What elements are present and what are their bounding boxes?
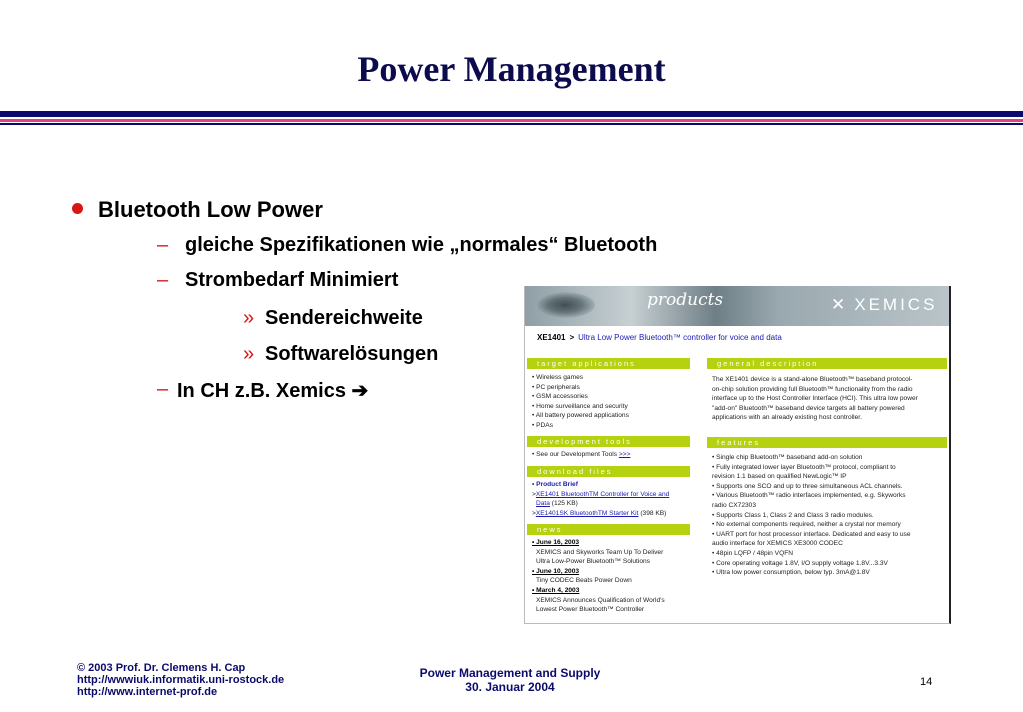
footer-date: 30. Januar 2004 [465, 680, 555, 694]
footer-author [77, 662, 284, 698]
title-rule-navy-thin [0, 123, 1023, 125]
download-item [532, 509, 669, 519]
text-line: on-chip solution providing full Bluetooth™ functionality from the radio [712, 385, 913, 393]
text-line: • Single chip Bluetooth™ baseband add-on solution [712, 454, 863, 461]
text-line: • Supports one SCO and up to three simultaneous ACL channels. [712, 482, 903, 490]
download-link-starter-kit[interactable]: XE1401SK BluetoothTM Starter Kit [535, 509, 639, 517]
sub-bullet-text: Strombedarf Minimiert [185, 269, 399, 291]
text-line: • UART port for host processor interface. Dedicated and easy to use [712, 530, 911, 538]
eye-photo-icon [535, 292, 595, 318]
dev-tools-link[interactable]: >>> [618, 451, 631, 458]
product-code: XE1401 [537, 333, 566, 342]
subsub-bullet-text: Softwarelösungen [265, 343, 439, 365]
development-tools-text [532, 450, 630, 460]
download-item [532, 490, 669, 500]
download-link-controller[interactable]: XE1401 BluetoothTM Controller for Voice and [535, 490, 670, 498]
text-line: • Fully integrated lower layer Bluetooth™ protocol, compliant to [712, 463, 896, 471]
title-rule-navy [0, 111, 1023, 117]
download-link-controller-data[interactable]: Data [536, 500, 550, 508]
text-line: "add-on" Bluetooth™ baseband device targets all battery powered [712, 404, 905, 412]
news-line: Ultra Low-Power Bluetooth™ Solutions [536, 558, 650, 566]
footer-url-1: http://wwwiuk.informatik.uni-rostock.de [77, 674, 285, 686]
text-line: audio interface for XEMICS XE3000 CODEC [712, 540, 843, 548]
slide-title: Power Management [357, 49, 666, 89]
xemics-logo-mark-icon: ✕ [831, 295, 849, 314]
text-line: • Various Bluetooth™ radio interfaces implemented, e.g. Skyworks [712, 492, 906, 500]
dev-tools-label: • See our Development Tools [532, 451, 618, 458]
news-date[interactable]: • June 16, 2003 [532, 539, 580, 546]
text-line: • Ultra low power consumption, below typ. 3mA@1.8V [712, 569, 870, 577]
development-tools-header: development tools [527, 436, 690, 447]
news-list [532, 538, 665, 615]
bullet-text: Bluetooth Low Power [98, 197, 323, 222]
footer-copyright: © 2003 Prof. Dr. Clemens H. Cap [77, 662, 246, 674]
download-files-header: download files [527, 466, 690, 477]
list-item: • PDAs [532, 421, 553, 429]
webpage-header-banner [525, 286, 949, 326]
news-date[interactable]: • June 10, 2003 [532, 567, 580, 575]
page-number: 14 [920, 676, 933, 688]
footer-course-title: Power Management and Supply [419, 666, 601, 680]
sub-bullet-text: gleiche Spezifikationen wie „normales“ Bluetooth [185, 234, 658, 256]
subsub-bullet-text: Sendereichweite [265, 307, 423, 329]
dash-marker: – [157, 269, 169, 291]
features-text [712, 453, 911, 578]
news-header: news [527, 524, 690, 535]
news-date[interactable]: • March 4, 2003 [532, 586, 580, 594]
news-line: XEMICS and Skyworks Team Up To Deliver [536, 548, 664, 556]
news-line: XEMICS Announces Qualification of World's [536, 596, 665, 604]
product-description: Ultra Low Power Bluetooth™ controller for voice and data [578, 333, 782, 342]
text-line: revision 1.1 based on qualified NewLogic™ IP [712, 473, 847, 481]
text-line: • Core operating voltage 1.8V, I/O supply voltage 1.8V...3.3V [712, 559, 888, 567]
footer-url-2: http://www.internet-prof.de [77, 686, 218, 698]
text-line: interface up to the Host Controller Interface (HCI). This ultra low power [712, 395, 918, 403]
text-line: • Supports Class 1, Class 2 and Class 3 radio modules. [712, 511, 874, 519]
general-description-header: general description [707, 358, 947, 369]
list-item: • All battery powered applications [532, 412, 629, 420]
product-line [537, 333, 782, 342]
news-line: Tiny CODEC Beats Power Down [536, 577, 632, 585]
dash-marker: – [157, 234, 169, 256]
xemics-logo-text: XEMICS [854, 295, 938, 314]
news-line: Lowest Power Bluetooth™ Controller [536, 606, 645, 614]
raquo-marker: » [243, 343, 255, 365]
download-files-list [532, 480, 669, 518]
product-brief-label: • Product Brief [532, 481, 578, 488]
file-size: (125 KB) [551, 500, 578, 508]
title-rule-pink [0, 119, 1023, 122]
products-handwriting: products [647, 290, 724, 310]
xemics-logo [831, 295, 937, 315]
features-header: features [707, 437, 947, 448]
sub-bullet-text: In CH z.B. Xemics ➔ [177, 380, 369, 402]
raquo-marker: » [243, 307, 255, 329]
download-prefix: > [532, 509, 536, 517]
text-line: applications with an already existing host controller. [712, 414, 862, 422]
text-line: • No external components required, neither a crystal nor memory [712, 521, 901, 529]
list-item: • GSM accessories [532, 393, 588, 401]
xemics-webpage-screenshot [524, 286, 951, 624]
product-arrow: > [569, 333, 575, 342]
text-line: radio CX72303 [712, 501, 756, 509]
target-applications-header: target applications [527, 358, 690, 369]
file-size: (398 KB) [640, 509, 667, 517]
list-item: • PC peripherals [532, 383, 580, 391]
download-item [532, 499, 669, 509]
text-line: • 48pin LQFP / 48pin VQFN [712, 549, 793, 557]
list-item: • Home surveillance and security [532, 402, 628, 410]
dash-marker: – [157, 378, 169, 400]
footer-course [380, 666, 640, 694]
list-item: • Wireless games [532, 374, 584, 381]
download-prefix: > [532, 490, 536, 498]
general-description-text [712, 375, 918, 423]
bullet-dot-icon [72, 203, 83, 214]
target-applications-list [532, 373, 629, 431]
text-line: The XE1401 device is a stand-alone Bluetooth™ baseband protocol- [712, 376, 913, 383]
